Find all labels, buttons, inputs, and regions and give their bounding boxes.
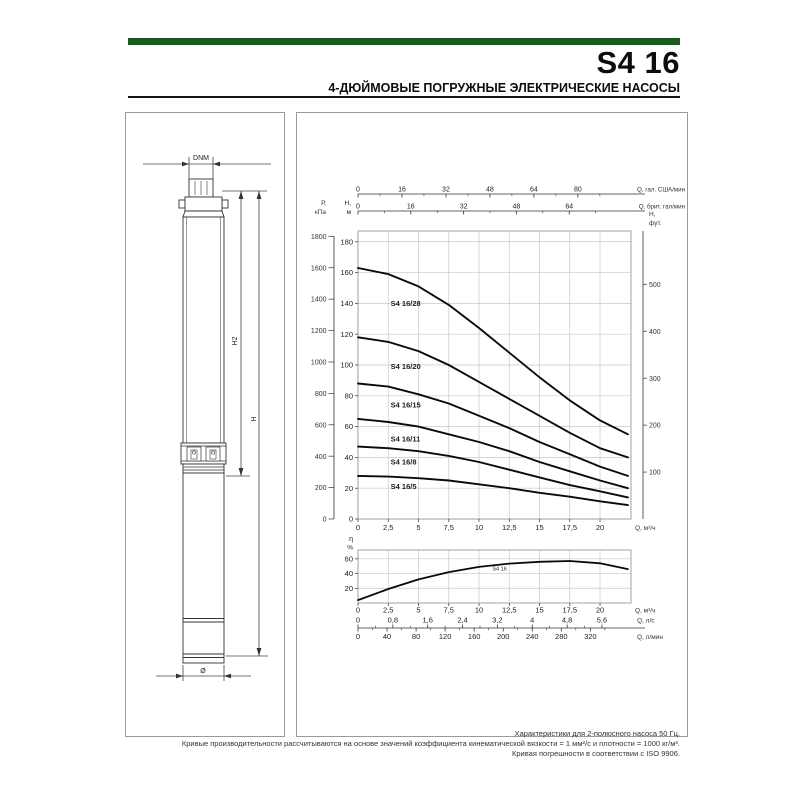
svg-text:0: 0 — [355, 523, 361, 532]
dnm-dimension-label: DNM — [193, 155, 209, 162]
svg-text:48: 48 — [512, 203, 521, 211]
pump-curve-label: S4 16/20 — [390, 362, 421, 372]
svg-text:1800: 1800 — [310, 233, 327, 241]
svg-text:40: 40 — [344, 452, 353, 462]
svg-text:240: 240 — [525, 632, 539, 641]
svg-text:17,5: 17,5 — [562, 605, 578, 615]
svg-text:20: 20 — [344, 483, 353, 493]
svg-text:500: 500 — [649, 281, 661, 289]
svg-text:0: 0 — [355, 632, 361, 641]
svg-text:5: 5 — [416, 523, 421, 532]
svg-text:η: η — [349, 536, 353, 543]
svg-text:300: 300 — [649, 375, 661, 383]
svg-text:0: 0 — [356, 186, 360, 194]
footer-line: Кривые производительности рассчитываются на основе значений коэффициента кинематической вязкости = 1 мм²/с и плотности = 1000 кг/м³. — [181, 739, 680, 749]
svg-text:20: 20 — [595, 523, 605, 532]
h-dimension-label: H — [251, 416, 258, 422]
svg-text:0: 0 — [355, 615, 361, 625]
h2-dimension-label: H2 — [232, 336, 239, 346]
svg-text:20: 20 — [344, 583, 353, 593]
svg-text:64: 64 — [565, 203, 574, 211]
header-rule — [128, 96, 680, 98]
accent-bar — [128, 38, 680, 45]
pump-body — [179, 179, 228, 663]
svg-text:80: 80 — [411, 632, 421, 641]
svg-text:Q, м³/ч: Q, м³/ч — [635, 607, 656, 615]
svg-text:Q, л/мин: Q, л/мин — [637, 634, 663, 641]
performance-charts — [297, 113, 687, 736]
main-x-axis-m3h — [356, 519, 656, 532]
svg-text:400: 400 — [314, 453, 327, 461]
svg-text:0: 0 — [355, 605, 361, 615]
eff-x-axis-ls-lmin — [356, 616, 663, 642]
svg-text:4,8: 4,8 — [561, 615, 573, 625]
diameter-dimension-label: Ø — [200, 668, 206, 675]
footer-notes — [180, 729, 680, 759]
svg-text:5: 5 — [416, 605, 421, 615]
svg-text:Q, м³/ч: Q, м³/ч — [635, 525, 656, 532]
svg-text:Q, л/с: Q, л/с — [637, 617, 655, 625]
svg-text:кПа: кПа — [314, 209, 326, 216]
svg-text:1200: 1200 — [310, 328, 327, 336]
svg-text:40: 40 — [344, 569, 353, 579]
eff-chart-grid — [358, 550, 631, 603]
svg-text:320: 320 — [584, 632, 597, 641]
main-y-axis-kpa — [311, 200, 334, 524]
svg-text:Q, брит. гал/мин: Q, брит. гал/мин — [638, 203, 685, 211]
eff-curve — [358, 561, 628, 600]
svg-text:2,5: 2,5 — [383, 605, 394, 615]
svg-text:1000: 1000 — [310, 359, 327, 367]
svg-text:15: 15 — [535, 523, 544, 532]
svg-text:160: 160 — [467, 632, 481, 641]
svg-text:10: 10 — [474, 523, 484, 532]
efficiency-curve-label: S4 16 — [492, 566, 507, 573]
footer-line: Кривая погрешности в соответствии с ISO 9906. — [512, 749, 680, 759]
svg-text:7,5: 7,5 — [443, 523, 454, 532]
svg-text:16: 16 — [398, 186, 406, 194]
svg-text:15: 15 — [535, 605, 544, 615]
svg-text:400: 400 — [649, 328, 661, 336]
svg-text:4: 4 — [530, 615, 535, 625]
svg-text:Р,: Р, — [321, 200, 326, 207]
svg-text:140: 140 — [340, 298, 353, 308]
svg-text:0: 0 — [348, 514, 353, 524]
svg-text:10: 10 — [474, 605, 484, 615]
page-title: S4 16 — [596, 45, 680, 80]
svg-text:0: 0 — [356, 203, 360, 211]
svg-text:16: 16 — [406, 203, 415, 211]
pump-technical-drawing — [126, 113, 284, 736]
svg-text:12,5: 12,5 — [501, 605, 517, 615]
main-x-axis-impgpm — [356, 204, 685, 215]
eff-x-axis-m3h — [356, 603, 656, 615]
svg-text:м: м — [346, 209, 351, 216]
eff-y-axis — [345, 536, 358, 593]
pump-drawing-panel — [125, 112, 285, 737]
svg-text:64: 64 — [529, 186, 538, 194]
pump-curve-label: S4 16/5 — [390, 482, 417, 492]
svg-text:800: 800 — [314, 390, 327, 398]
svg-text:100: 100 — [649, 469, 661, 477]
svg-text:0: 0 — [322, 516, 327, 524]
svg-text:5,6: 5,6 — [596, 615, 608, 625]
main-x-axis-usgpm — [356, 187, 685, 198]
svg-text:80: 80 — [344, 391, 353, 401]
svg-text:12,5: 12,5 — [501, 523, 517, 532]
svg-text:180: 180 — [340, 237, 353, 247]
svg-text:60: 60 — [344, 422, 353, 432]
footer-line: Характеристики для 2-полюсного насоса 50 Гц. — [514, 729, 680, 738]
svg-text:160: 160 — [340, 268, 353, 278]
pump-curve-label: S4 16/8 — [390, 457, 417, 467]
svg-text:120: 120 — [438, 632, 452, 641]
svg-text:17,5: 17,5 — [562, 523, 578, 532]
svg-text:1600: 1600 — [310, 265, 327, 273]
svg-text:48: 48 — [486, 186, 494, 194]
svg-text:2,5: 2,5 — [383, 523, 394, 532]
h2-dimension — [222, 191, 267, 476]
h-dimension — [226, 191, 268, 656]
header — [128, 46, 680, 95]
svg-text:600: 600 — [314, 422, 327, 430]
pump-curve-label: S4 16/15 — [390, 400, 421, 410]
svg-text:Н,: Н, — [649, 211, 656, 218]
svg-text:200: 200 — [496, 632, 510, 641]
svg-text:Н,: Н, — [344, 200, 351, 207]
svg-text:7,5: 7,5 — [443, 605, 454, 615]
main-y-axis-m — [340, 200, 358, 524]
svg-text:0,8: 0,8 — [387, 615, 399, 625]
performance-chart-panel — [296, 112, 688, 737]
pump-curve-label: S4 16/28 — [390, 298, 421, 308]
main-y-axis-ft — [643, 211, 662, 519]
svg-text:80: 80 — [573, 186, 582, 194]
svg-text:20: 20 — [595, 605, 605, 615]
svg-text:3,2: 3,2 — [492, 615, 503, 625]
svg-text:200: 200 — [314, 485, 327, 493]
svg-text:32: 32 — [459, 203, 468, 211]
svg-text:200: 200 — [649, 422, 661, 430]
svg-text:32: 32 — [442, 186, 450, 194]
svg-text:280: 280 — [555, 632, 568, 641]
svg-text:%: % — [347, 544, 353, 552]
pump-curve-label: S4 16/11 — [390, 434, 421, 444]
svg-text:1400: 1400 — [310, 296, 327, 304]
svg-text:2,4: 2,4 — [457, 615, 468, 625]
svg-text:1,6: 1,6 — [422, 615, 433, 625]
svg-text:40: 40 — [382, 632, 392, 641]
svg-text:Q, гал. США/мин: Q, гал. США/мин — [637, 186, 685, 194]
svg-text:100: 100 — [340, 360, 353, 370]
svg-text:120: 120 — [340, 329, 353, 339]
main-chart-grid — [358, 231, 631, 519]
page-subtitle: 4-ДЮЙМОВЫЕ ПОГРУЖНЫЕ ЭЛЕКТРИЧЕСКИЕ НАСОСЫ — [328, 81, 680, 95]
svg-text:фут.: фут. — [649, 220, 662, 227]
svg-text:60: 60 — [344, 554, 353, 564]
